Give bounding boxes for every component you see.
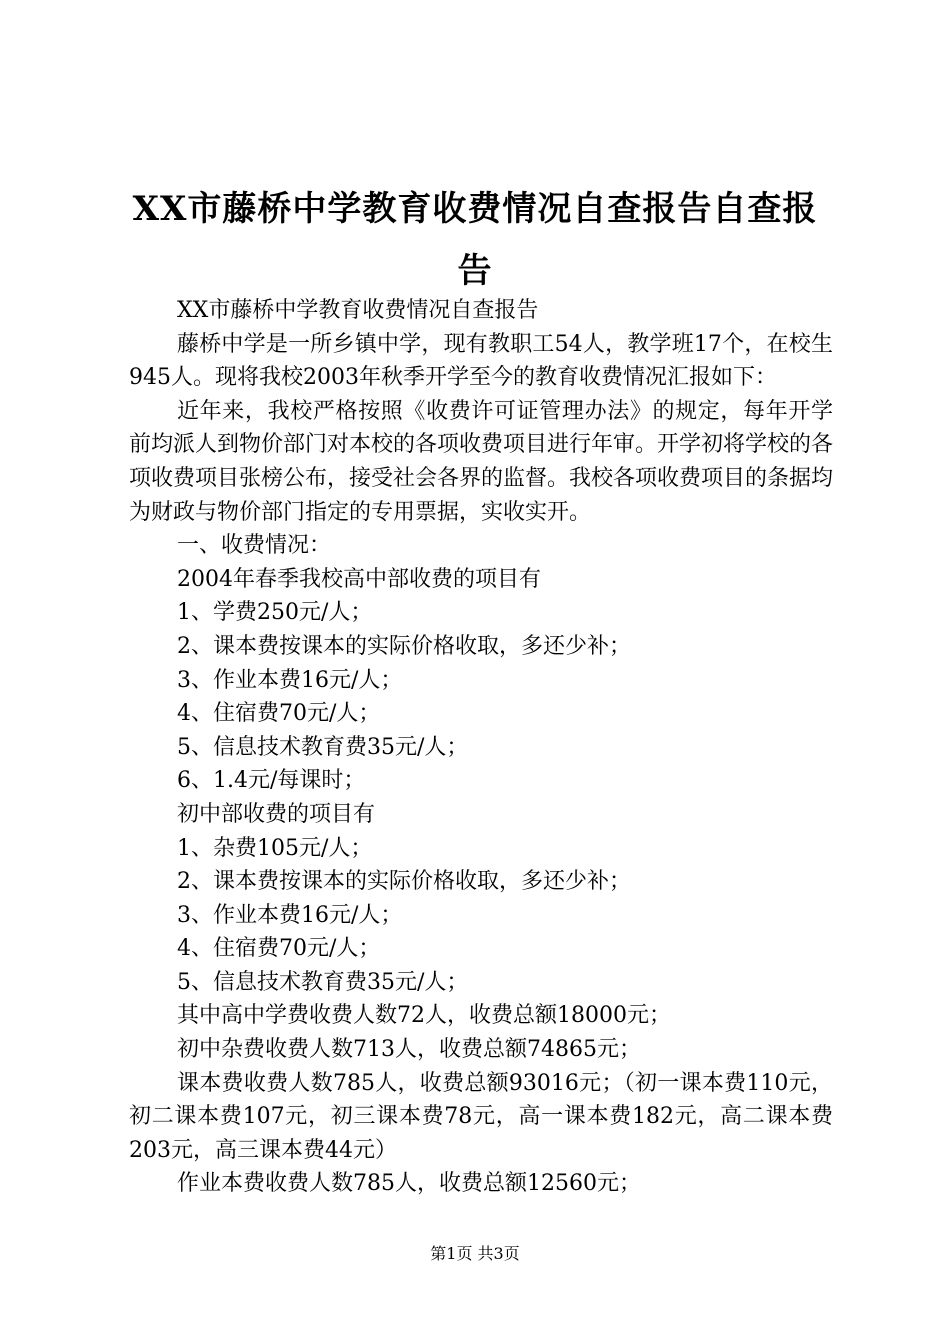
intro-paragraph: 藤桥中学是一所乡镇中学，现有教职工54人，教学班17个，在校生945人。现将我校2003年秋季开学至今的教育收费情况汇报如下：: [129, 331, 833, 391]
list-item: 3、作业本费16元/人；: [177, 667, 403, 693]
section-heading: 一、收费情况：: [177, 533, 332, 559]
document-body: [129, 294, 833, 1201]
list-item: 2、课本费按课本的实际价格收取，多还少补；: [177, 869, 631, 895]
list-item: 4、住宿费70元/人；: [177, 936, 381, 962]
list-item: 1、学费250元/人；: [177, 600, 373, 626]
page-footer: 第1页 共3页: [430, 1244, 520, 1263]
list-item: 3、作业本费16元/人；: [177, 902, 403, 928]
list-item: 2、课本费按课本的实际价格收取，多还少补；: [177, 633, 631, 659]
summary-line: 其中高中学费收费人数72人，收费总额18000元；: [177, 1003, 671, 1029]
document-title: XX市藤桥中学教育收费情况自查报告自查报告: [132, 189, 818, 291]
high-school-items-heading: 2004年春季我校高中部收费的项目有: [177, 566, 541, 592]
list-item: 1、杂费105元/人；: [177, 835, 373, 861]
list-item: 6、1.4元/每课时；: [177, 768, 366, 794]
summary-line: 作业本费收费人数785人，收费总额12560元；: [177, 1171, 641, 1197]
list-item: 4、住宿费70元/人；: [177, 701, 381, 727]
policy-paragraph: 近年来，我校严格按照《收费许可证管理办法》的规定，每年开学前均派人到物价部门对本校的各项收费项目进行年审。开学初将学校的各项收费项目张榜公布，接受社会各界的监督。我校各项收费项目的条据均为财政与物价部门指定的专用票据，实收实开。: [129, 398, 834, 525]
summary-line: 课本费收费人数785人，收费总额93016元；（初一课本费110元，初二课本费107元，初三课本费78元，高一课本费182元，高二课本费203元，高三课本费44元）: [129, 1070, 833, 1163]
summary-line: 初中杂费收费人数713人，收费总额74865元；: [177, 1037, 641, 1063]
list-item: 5、信息技术教育费35元/人；: [177, 734, 469, 760]
report-heading: XX市藤桥中学教育收费情况自查报告: [177, 298, 539, 323]
middle-school-items-heading: 初中部收费的项目有: [177, 801, 376, 827]
list-item: 5、信息技术教育费35元/人；: [177, 969, 469, 995]
